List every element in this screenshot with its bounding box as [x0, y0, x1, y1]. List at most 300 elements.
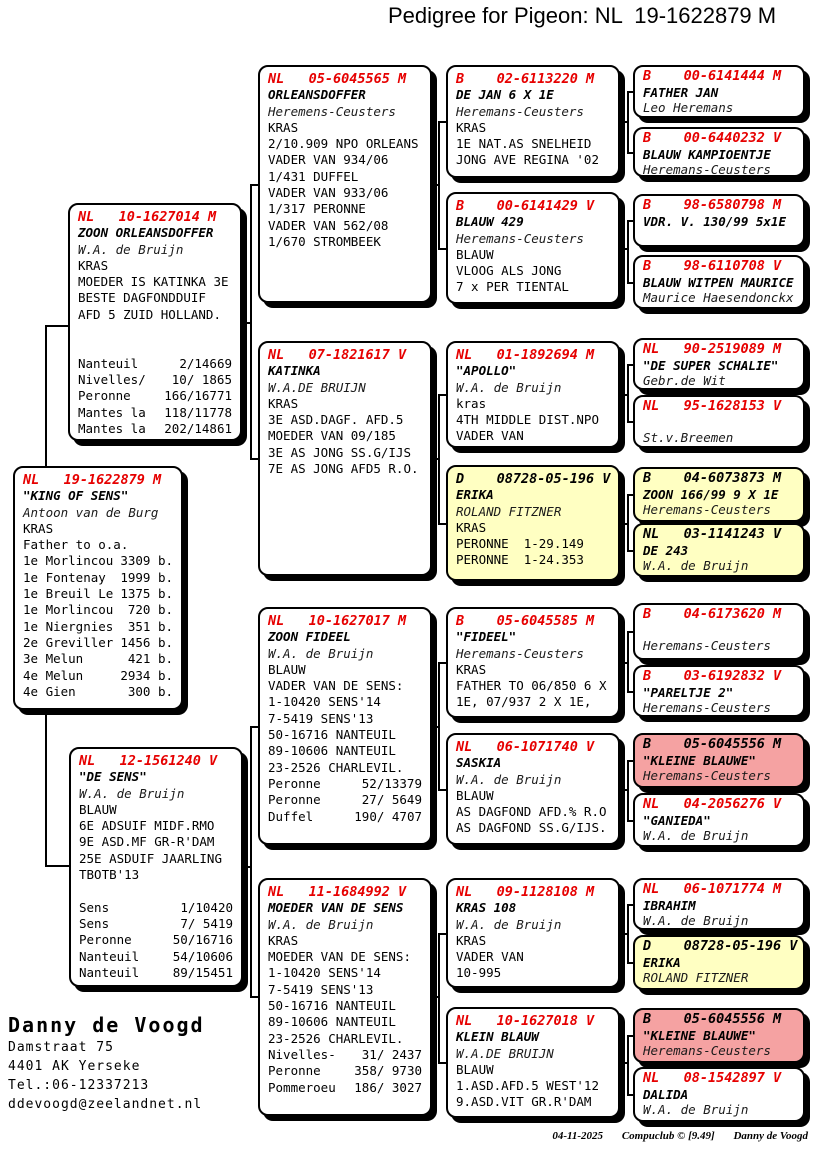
info-line: 1E, 07/937 2 X 1E, [456, 694, 592, 710]
pedigree-box-g4-1 [446, 65, 620, 178]
result-score: 421 b. [127, 651, 173, 667]
connector-line [438, 789, 446, 791]
info-line: AFD 5 ZUID HOLLAND. [78, 306, 221, 322]
result-score: 190/ 4707 [354, 808, 422, 824]
info-line: JONG AVE REGINA '02 [456, 152, 599, 168]
info-line: MOEDER VAN 09/185 [268, 428, 396, 444]
pedigree-box-g5-14 [633, 935, 805, 990]
result-race: Nanteuil [79, 948, 140, 964]
fancier-name: W.A.DE BRUIJN [268, 379, 366, 395]
connector-line [438, 248, 446, 250]
pigeon-name: "GANIEDA" [643, 812, 711, 828]
result-line [23, 619, 173, 635]
result-race: Peronne [268, 775, 321, 791]
result-race: Nanteuil [79, 964, 140, 980]
connector-line [250, 184, 258, 186]
pedigree-box-sire [68, 203, 242, 441]
result-race: Nivelles/ [78, 371, 146, 387]
result-race: Nanteuil [78, 355, 139, 371]
result-line [78, 405, 232, 421]
connector-line [438, 662, 440, 789]
result-line [78, 388, 232, 404]
info-line: 7-5419 SENS'13 [268, 710, 374, 726]
connector-line [620, 1062, 627, 1064]
info-line: 1/317 PERONNE [268, 201, 366, 217]
fancier-name [643, 229, 795, 245]
pigeon-name: SASKIA [456, 755, 502, 771]
pedigree-box-g4-8 [446, 1007, 620, 1118]
result-race: 1e Niergnies [23, 618, 114, 634]
result-score: 1/10420 [180, 899, 233, 915]
connector-line [243, 866, 250, 868]
info-line: KRAS [268, 395, 299, 411]
info-line: 50-16716 NANTEUIL [268, 727, 396, 743]
result-score: 10/ 1865 [171, 371, 232, 387]
result-line [268, 1063, 422, 1079]
connector-line [620, 933, 627, 935]
result-race: Peronne [79, 932, 132, 948]
pedigree-box-g5-1 [633, 65, 805, 118]
ring-number: NL 08-1542897 V [643, 1070, 782, 1086]
ring-number: NL 10-1627017 M [268, 613, 407, 629]
info-line [78, 323, 232, 339]
pigeon-name [643, 415, 795, 431]
ring-number: NL 03-1141243 V [643, 526, 782, 542]
fancier-name: Heremans-Ceusters [456, 645, 584, 661]
info-line: 1-10420 SENS'14 [268, 694, 381, 710]
fancier-name: St.v.Breemen [643, 430, 734, 445]
connector-line [45, 325, 68, 327]
connector-line [250, 726, 252, 996]
fancier-name: Leo Heremans [643, 100, 734, 115]
pedigree-box-g5-6 [633, 395, 805, 448]
connector-line [627, 220, 629, 282]
fancier-name: Heremans-Ceusters [643, 162, 771, 177]
pedigree-box-g4-4 [446, 465, 620, 581]
ring-number: B 00-6141444 M [643, 68, 782, 84]
result-race: Sens [79, 915, 110, 931]
fancier-name: W.A. de Bruijn [643, 828, 749, 843]
info-line: 9.ASD.VIT GR.R'DAM [456, 1094, 592, 1110]
pedigree-box-g5-11 [633, 733, 805, 788]
fancier-name: W.A.DE BRUIJN [456, 1045, 554, 1061]
page-title: Pedigree for Pigeon: NL 19-1622879 M [388, 3, 777, 28]
info-line: MOEDER IS KATINKA 3E [78, 274, 229, 290]
pigeon-name: DALIDA [643, 1086, 689, 1102]
info-line: 7 x PER TIENTAL [456, 279, 569, 295]
fancier-name: ROLAND FITZNER [456, 503, 562, 519]
footer-owner: Danny de Voogd [733, 1130, 808, 1142]
result-race: 1e Breuil Le [23, 586, 114, 602]
info-line: MOEDER VAN DE SENS: [268, 949, 411, 965]
info-line: 25E ASDUIF JAARLING [79, 850, 222, 866]
info-line: 1/431 DUFFEL [268, 168, 359, 184]
info-line: Father to o.a. [23, 537, 129, 553]
result-line [79, 949, 233, 965]
info-line: KRAS [23, 520, 54, 536]
fancier-name: Heremans-Ceusters [643, 1043, 771, 1058]
result-line [23, 570, 173, 586]
ring-number: B 03-6192832 V [643, 668, 782, 684]
result-score: 1375 b. [120, 586, 173, 602]
pigeon-name: ERIKA [456, 487, 494, 503]
result-race: 4e Gien [23, 683, 76, 699]
info-line: VADER VAN [456, 428, 524, 444]
connector-line [438, 1062, 446, 1064]
pedigree-box-subject [13, 466, 183, 710]
info-line: 1/670 STROMBEEK [268, 233, 381, 249]
connector-line [620, 394, 627, 396]
pedigree-box-g4-5 [446, 607, 620, 718]
result-score: 54/10606 [172, 948, 233, 964]
result-score: 1999 b. [120, 569, 173, 585]
info-line: TBOTB'13 [79, 867, 140, 883]
fancier-name: Heremens-Ceusters [268, 103, 396, 119]
pigeon-name: BLAUW KAMPIOENTJE [643, 146, 771, 162]
info-line: BLAUW [79, 801, 117, 817]
pedigree-box-g5-7 [633, 467, 805, 522]
result-line [23, 668, 173, 684]
connector-line [250, 458, 258, 460]
result-line [23, 553, 173, 569]
connector-line [45, 710, 47, 865]
pedigree-box-g5-3 [633, 194, 805, 247]
info-line: 9E ASD.MF GR-R'DAM [79, 834, 215, 850]
info-line: VADER VAN DE SENS: [268, 678, 404, 694]
result-race: 4e Melun [23, 667, 84, 683]
pigeon-name: DE JAN 6 X 1E [456, 87, 554, 103]
connector-line [627, 364, 629, 421]
connector-line [627, 494, 629, 550]
info-line: 6E ADSUIF MIDF.RMO [79, 818, 215, 834]
info-line: KRAS [268, 119, 299, 135]
ring-number: B 04-6073873 M [643, 470, 782, 486]
ring-number: NL 05-6045565 M [268, 71, 407, 87]
ring-number: B 98-6110708 V [643, 258, 782, 274]
fancier-name: W.A. de Bruijn [456, 379, 562, 395]
pedigree-box-g4-3 [446, 341, 620, 448]
ring-number: NL 12-1561240 V [79, 753, 218, 769]
connector-line [627, 91, 629, 152]
info-line: KRAS [456, 932, 487, 948]
pedigree-box-g4-2 [446, 192, 620, 304]
pigeon-name: FATHER JAN [643, 84, 719, 100]
result-line [79, 900, 233, 916]
connector-line [45, 865, 69, 867]
result-score: 52/13379 [361, 775, 422, 791]
pigeon-name: KRAS 108 [456, 900, 517, 916]
result-score: 118/11778 [164, 404, 232, 420]
info-line: KRAS [268, 932, 299, 948]
pedigree-box-g3-2 [258, 341, 432, 576]
result-line [23, 586, 173, 602]
result-race: 1e Morlincou [23, 553, 114, 569]
fancier-name: W.A. de Bruijn [268, 916, 374, 932]
fancier-name: ROLAND FITZNER [643, 970, 749, 985]
info-line: BLAUW [456, 787, 494, 803]
result-line [268, 776, 422, 792]
result-line [268, 1080, 422, 1096]
result-race: Nivelles- [268, 1046, 336, 1062]
info-line: 1-10420 SENS'14 [268, 965, 381, 981]
info-line: PERONNE 1-24.353 [456, 552, 584, 568]
result-score: 2934 b. [120, 667, 173, 683]
result-score: 27/ 5649 [361, 792, 422, 808]
pedigree-box-g5-9 [633, 603, 805, 660]
result-race: Peronne [78, 388, 131, 404]
info-line: kras [456, 395, 487, 411]
pigeon-name: KATINKA [268, 363, 321, 379]
connector-line [438, 121, 440, 248]
fancier-name: W.A. de Bruijn [456, 916, 562, 932]
info-line: 4TH MIDDLE DIST.NPO [456, 412, 599, 428]
pigeon-name: ZOON 166/99 9 X 1E [643, 486, 779, 502]
owner-email: ddevoogd@zeelandnet.nl [8, 1097, 203, 1112]
connector-line [627, 631, 629, 691]
info-line: 50-16716 NANTEUIL [268, 998, 396, 1014]
info-line: KRAS [456, 119, 487, 135]
fancier-name: W.A. de Bruijn [268, 645, 374, 661]
result-score: 358/ 9730 [354, 1063, 422, 1079]
fancier-name: Gebr.de Wit [643, 373, 726, 388]
ring-number: B 00-6141429 V [456, 198, 595, 214]
connector-line [250, 726, 258, 728]
info-line: 23-2526 CHARLEVIL. [268, 1030, 404, 1046]
ring-number: NL 06-1071740 V [456, 739, 595, 755]
pigeon-name: DE 243 [643, 542, 689, 558]
ring-number: B 05-6045556 M [643, 736, 782, 752]
connector-line [620, 789, 627, 791]
info-line: 1.ASD.AFD.5 WEST'12 [456, 1078, 599, 1094]
result-race: Mantes la [78, 420, 146, 436]
result-race: Pommeroeu [268, 1079, 336, 1095]
pigeon-name: BLAUW 429 [456, 214, 524, 230]
fancier-name: W.A. de Bruijn [456, 771, 562, 787]
pigeon-name [643, 623, 795, 639]
pedigree-box-g3-3 [258, 607, 432, 845]
connector-line [438, 394, 440, 523]
connector-line [438, 933, 446, 935]
pigeon-name: IBRAHIM [643, 897, 696, 913]
result-score: 186/ 3027 [354, 1079, 422, 1095]
ring-number: B 05-6045556 M [643, 1011, 782, 1027]
info-line: 7-5419 SENS'13 [268, 981, 374, 997]
result-score: 50/16716 [172, 932, 233, 948]
fancier-name: Heremans-Ceusters [456, 103, 584, 119]
pigeon-name: MOEDER VAN DE SENS [268, 900, 404, 916]
pigeon-name: ZOON ORLEANSDOFFER [78, 225, 214, 241]
info-line: 89-10606 NANTEUIL [268, 743, 396, 759]
result-race: 1e Morlincou [23, 602, 114, 618]
pigeon-name: "APOLLO" [456, 363, 517, 379]
pedigree-box-g5-15 [633, 1008, 805, 1063]
result-score: 351 b. [127, 618, 173, 634]
result-line [78, 421, 232, 437]
ring-number: NL 06-1071774 M [643, 881, 782, 897]
connector-line [627, 1035, 629, 1094]
ring-number: NL 11-1684992 V [268, 884, 407, 900]
pigeon-name: "DE SUPER SCHALIE" [643, 357, 779, 373]
result-score: 166/16771 [164, 388, 232, 404]
pigeon-name: VDR. V. 130/99 5x1E [643, 213, 786, 229]
fancier-name: Antoon van de Burg [23, 504, 159, 520]
info-line: VADER VAN 562/08 [268, 217, 389, 233]
connector-line [250, 996, 258, 998]
fancier-name: Heremans-Ceusters [643, 768, 771, 783]
info-line: BLAUW [268, 661, 306, 677]
pedigree-box-g5-8 [633, 523, 805, 577]
info-line: KRAS [456, 519, 487, 535]
result-race: 3e Melun [23, 651, 84, 667]
pigeon-name: "KLEINE BLAUWE" [643, 752, 756, 768]
ring-number: B 98-6580798 M [643, 197, 782, 213]
ring-number: NL 04-2056276 V [643, 796, 782, 812]
fancier-name: W.A. de Bruijn [78, 241, 184, 257]
info-line: KRAS [456, 661, 487, 677]
connector-line [438, 394, 446, 396]
ring-number: NL 10-1627018 V [456, 1013, 595, 1029]
owner-address-2: 4401 AK Yerseke [8, 1059, 141, 1074]
owner-name: Danny de Voogd [8, 1013, 205, 1037]
result-line [23, 651, 173, 667]
info-line: VLOOG ALS JONG [456, 263, 562, 279]
info-line: FATHER TO 06/850 6 X [456, 678, 607, 694]
connector-line [627, 904, 629, 962]
result-line [79, 965, 233, 981]
info-line: 1E NAT.AS SNELHEID [456, 136, 592, 152]
pigeon-name: KLEIN BLAUW [456, 1029, 539, 1045]
result-race: Duffel [268, 808, 314, 824]
connector-line [45, 325, 47, 466]
connector-line [242, 322, 250, 324]
connector-line [438, 121, 446, 123]
result-line [268, 809, 422, 825]
connector-line [620, 248, 627, 250]
result-line [78, 372, 232, 388]
fancier-name: Heremans-Ceusters [643, 700, 771, 715]
result-race: Sens [79, 899, 110, 915]
info-line: PERONNE 1-29.149 [456, 536, 584, 552]
ring-number: B 05-6045585 M [456, 613, 595, 629]
result-score: 89/15451 [172, 964, 233, 980]
result-line [79, 932, 233, 948]
result-line [23, 602, 173, 618]
result-score: 720 b. [127, 602, 173, 618]
result-score: 3309 b. [120, 553, 173, 569]
pigeon-name: ERIKA [643, 954, 681, 970]
fancier-name: Maurice Haesendonckx [643, 290, 794, 305]
pedigree-box-g5-12 [633, 793, 805, 847]
info-line: BESTE DAGFONDDUIF [78, 290, 206, 306]
connector-line [620, 523, 627, 525]
pedigree-box-g3-4 [258, 878, 432, 1116]
fancier-name: W.A. de Bruijn [79, 785, 185, 801]
connector-line [438, 523, 446, 525]
result-line [23, 635, 173, 651]
ring-number: D 08728-05-196 V [456, 471, 611, 487]
connector-line [620, 121, 627, 123]
footer-date: 04-11-2025 [552, 1130, 604, 1142]
fancier-name: Heremans-Ceusters [456, 230, 584, 246]
info-line: 3E ASD.DAGF. AFD.5 [268, 412, 404, 428]
info-line: KRAS [78, 257, 109, 273]
ring-number: NL 10-1627014 M [78, 209, 217, 225]
pedigree-box-g5-4 [633, 255, 805, 309]
result-race: 2e Greviller [23, 634, 114, 650]
pigeon-name: "PARELTJE 2" [643, 684, 734, 700]
result-race: 1e Fontenay [23, 569, 106, 585]
info-line [78, 339, 232, 355]
pedigree-box-g5-10 [633, 665, 805, 717]
info-line: 2/10.909 NPO ORLEANS [268, 136, 419, 152]
owner-address-1: Damstraat 75 [8, 1040, 114, 1055]
fancier-name: W.A. de Bruijn [643, 1102, 749, 1117]
result-score: 1456 b. [120, 634, 173, 650]
result-race: Mantes la [78, 404, 146, 420]
ring-number: NL 19-1622879 M [23, 472, 162, 488]
pedigree-box-g3-1 [258, 65, 432, 303]
info-line: VADER VAN 933/06 [268, 185, 389, 201]
info-line [79, 883, 233, 899]
connector-line [250, 184, 252, 458]
pigeon-name: "KLEINE BLAUWE" [643, 1027, 756, 1043]
ring-number: B 04-6173620 M [643, 606, 782, 622]
info-line: BLAUW [456, 246, 494, 262]
info-line: BLAUW [456, 1061, 494, 1077]
fancier-name: Heremans-Ceusters [643, 502, 771, 517]
ring-number: D 08728-05-196 V [643, 938, 798, 954]
owner-phone: Tel.:06-12337213 [8, 1078, 150, 1093]
ring-number: NL 09-1128108 M [456, 884, 595, 900]
result-line [79, 916, 233, 932]
connector-line [438, 933, 440, 1062]
result-line [23, 684, 173, 700]
result-score: 300 b. [127, 683, 173, 699]
ring-number: B 00-6440232 V [643, 130, 782, 146]
result-score: 31/ 2437 [361, 1046, 422, 1062]
pigeon-name: BLAUW WITPEN MAURICE [643, 274, 794, 290]
pedigree-box-g5-13 [633, 878, 805, 930]
fancier-name: W.A. de Bruijn [643, 558, 749, 573]
info-line: 7E AS JONG AFD5 R.O. [268, 461, 419, 477]
pedigree-box-g4-7 [446, 878, 620, 988]
pigeon-name: ZOON FIDEEL [268, 629, 351, 645]
ring-number: NL 07-1821617 V [268, 347, 407, 363]
pigeon-name: ORLEANSDOFFER [268, 87, 366, 103]
result-race: Peronne [268, 792, 321, 808]
info-line: 3E AS JONG SS.G/IJS [268, 444, 411, 460]
ring-number: B 02-6113220 M [456, 71, 595, 87]
pigeon-name: "FIDEEL" [456, 629, 517, 645]
pedigree-box-g5-5 [633, 338, 805, 390]
connector-line [438, 662, 446, 664]
pedigree-box-dam [69, 747, 243, 987]
info-line: VADER VAN 934/06 [268, 152, 389, 168]
connector-line [620, 662, 627, 664]
result-race: Peronne [268, 1063, 321, 1079]
footer-software: Compuclub © [9.49] [621, 1130, 715, 1142]
fancier-name: W.A. de Bruijn [643, 913, 749, 928]
ring-number: NL 95-1628153 V [643, 398, 782, 414]
info-line: AS DAGFOND AFD.% R.O [456, 804, 607, 820]
pigeon-name: "KING OF SENS" [23, 488, 129, 504]
info-line: 89-10606 NANTEUIL [268, 1014, 396, 1030]
result-line [268, 1047, 422, 1063]
pedigree-box-g5-2 [633, 127, 805, 177]
result-score: 202/14861 [164, 420, 232, 436]
pedigree-box-g5-16 [633, 1067, 805, 1122]
pigeon-name: "DE SENS" [79, 769, 147, 785]
